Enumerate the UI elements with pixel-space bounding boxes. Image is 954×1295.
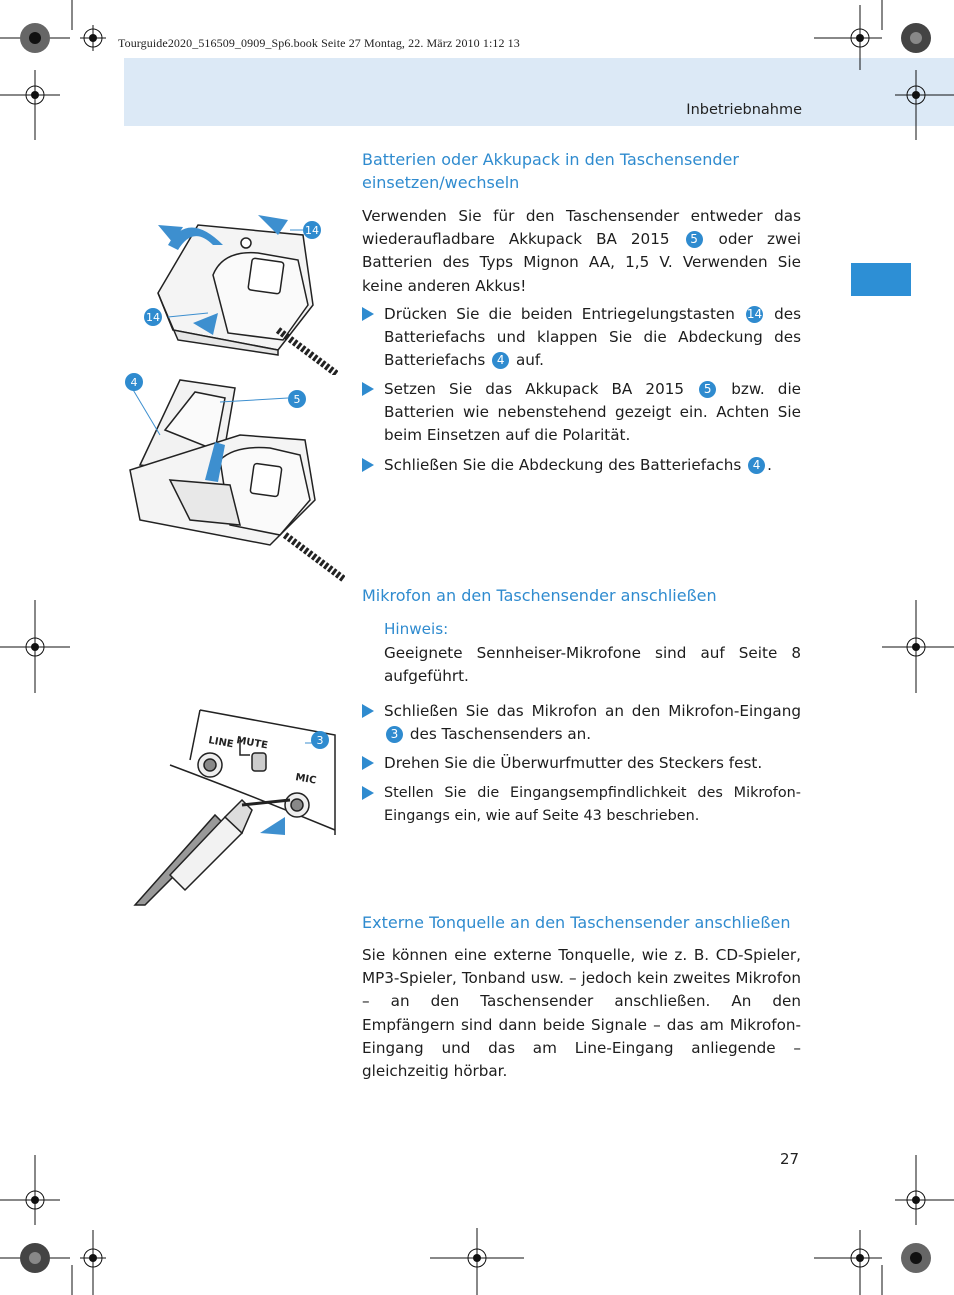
ref-number: 3 — [386, 726, 403, 743]
bullet-arrow-icon — [362, 458, 374, 472]
step-open-compartment: Drücken Sie die beiden Entriegelungstasten 14 des Batteriefachs und klappen Sie die Abdeckung des Batteriefachs 4 auf. — [362, 303, 801, 373]
figure-mic-connection — [130, 705, 340, 910]
print-info-line: Tourguide2020_516509_0909_Sp6.book Seite 27 Montag, 22. März 2010 1:12 13 — [118, 36, 520, 50]
step-tighten-nut: Drehen Sie die Überwurfmutter des Steckers fest. — [362, 752, 801, 775]
callout-5-label: 5 — [293, 393, 301, 406]
jack-label-line: LINE — [207, 735, 235, 751]
intro-paragraph: Verwenden Sie für den Taschensender entweder das wiederaufladbare Akkupack BA 2015 5 oder zwei Batterien des Typs Mignon AA, 1,5 V. Verwenden Sie keine anderen Akkus! — [362, 207, 802, 295]
bullet-arrow-icon — [362, 704, 374, 718]
ref-number: 4 — [748, 457, 765, 474]
callout-3-label: 3 — [316, 734, 324, 747]
bullet-arrow-icon — [362, 786, 374, 800]
note-title: Hinweis: — [384, 620, 449, 638]
step-set-sensitivity: Stellen Sie die Eingangsempfindlichkeit des Mikrofon-Eingangs ein, wie auf Seite 43 beschrieben. — [362, 782, 801, 828]
ref-number: 5 — [686, 231, 703, 248]
note-text: Geeignete Sennheiser-Mikrofone sind auf Seite 8 aufgeführt. — [384, 644, 801, 686]
callout-4-label: 4 — [130, 376, 138, 389]
jack-label-mic: MIC — [294, 772, 318, 787]
header-band — [124, 58, 954, 126]
switch-label-mute: MUTE — [235, 735, 269, 752]
bullet-arrow-icon — [362, 756, 374, 770]
section-header-label: Inbetriebnahme — [686, 102, 802, 118]
ref-number: 14 — [746, 307, 763, 321]
figure-battery-insert — [120, 370, 345, 585]
bullet-arrow-icon — [362, 307, 374, 321]
external-source-paragraph: Sie können eine externe Tonquelle, wie z. B. CD-Spieler, MP3-Spieler, Tonband usw. – jedoch kein zweites Mikrofon – an den Taschensender anschließen. An den Empfängern sind dann beide Signale – das am Mikrofon-Eingang und das am Line-Eingang anliegende – gleichzeitig hörbar. — [362, 946, 801, 1081]
chapter-tab-marker — [851, 263, 911, 296]
bullet-arrow-icon — [362, 382, 374, 396]
section-title-line2: einsetzen/wechseln — [362, 173, 520, 192]
callout-14-top-label: 14 — [305, 224, 319, 237]
page-number: 27 — [780, 1150, 800, 1168]
callout-14-left-label: 14 — [146, 311, 160, 324]
section-title-external-source: Externe Tonquelle an den Taschensender anschließen — [362, 913, 791, 932]
step-close-cover: Schließen Sie die Abdeckung des Batteriefachs 4 . — [362, 454, 801, 477]
ref-number: 4 — [492, 352, 509, 369]
figure-transmitter-cover — [138, 205, 338, 375]
section-title-batteries — [362, 148, 802, 194]
step-connect-mic: Schließen Sie das Mikrofon an den Mikrofon-Eingang 3 des Taschensenders an. — [362, 700, 801, 746]
step-insert-battery: Setzen Sie das Akkupack BA 2015 5 bzw. die Batterien wie nebenstehend gezeigt ein. Achten Sie beim Einsetzen auf die Polarität. — [362, 378, 801, 448]
section-title-line1: Batterien oder Akkupack in den Taschensender — [362, 150, 739, 169]
section-title-microphone: Mikrofon an den Taschensender anschließen — [362, 586, 717, 605]
ref-number: 5 — [699, 381, 716, 398]
